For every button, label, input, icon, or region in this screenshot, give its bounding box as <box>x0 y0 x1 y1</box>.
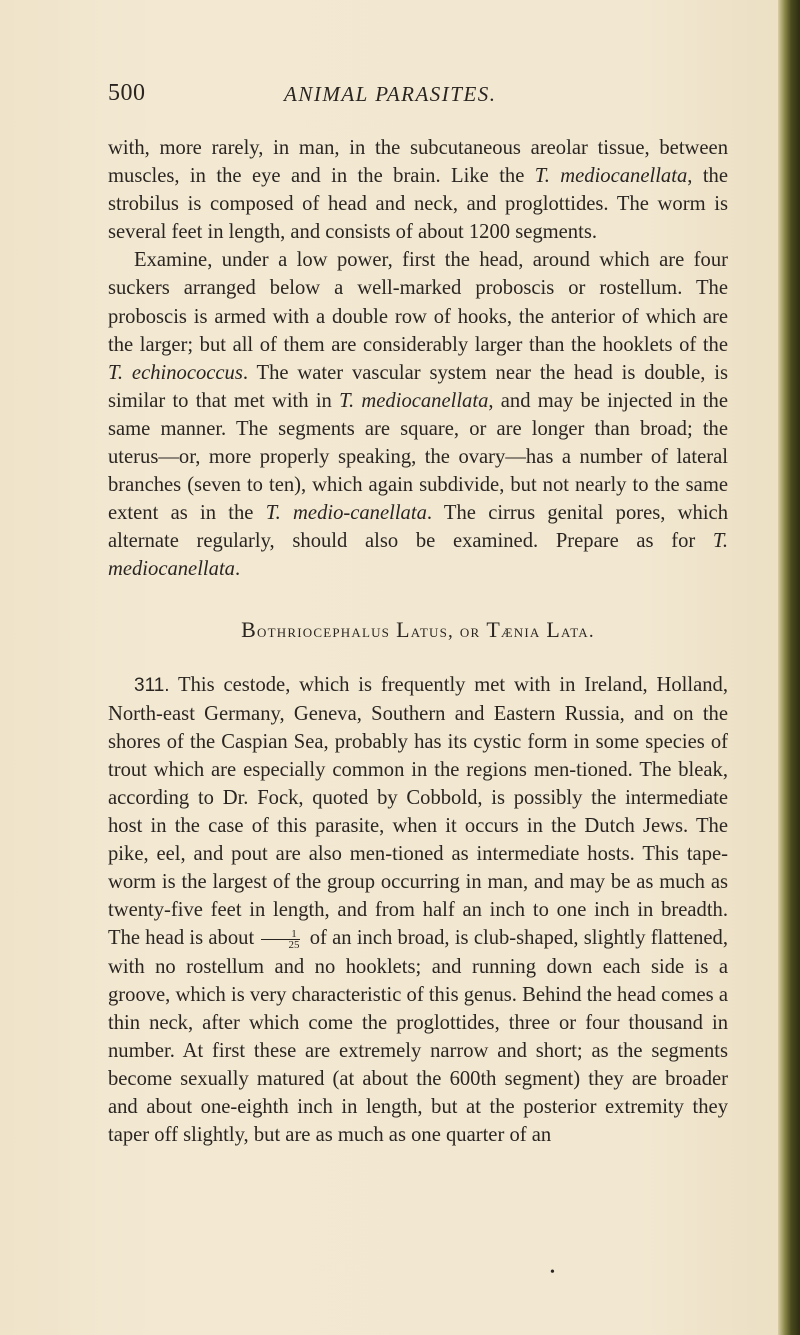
heading-cap-3: T <box>486 616 501 642</box>
p2-italic-1: T. echinococcus <box>108 361 243 384</box>
page-number: 500 <box>108 80 146 106</box>
p1-text-b: , the strobilus is composed of head and neck, and proglottides. The worm is several feet in length, and consists of about 1200 segments. <box>108 165 728 244</box>
paragraph-number: 311. <box>134 674 170 696</box>
page-edge-shadow <box>778 0 800 1335</box>
p3-text-a: This cestode, which is frequently met with in Ireland, Holland, North-east Germany, Geneva, Southern and Eastern Russia, and on the shores of the Caspian Sea, probably has its cystic form in some species of trout which are especially common in the regions men-tioned. The bleak, according to Dr. Fock, quoted by Cobbold, is possibly the intermediate host in the case of this parasite, when it occurs in the Dutch Jews. The pike, eel, and pout are also men-tioned as intermediate hosts. This tape-worm is the largest of the group occurring in man, and may be as much as twenty-five feet in length, and from half an inch to one inch in breadth. The head is about <box>108 673 728 950</box>
p2-italic-2: T. mediocanellata <box>339 389 489 412</box>
heading-word-2: atus, or <box>410 620 481 642</box>
fraction-numerator: 1 <box>261 929 300 940</box>
fraction <box>261 929 300 950</box>
paragraph-311 <box>108 671 728 1150</box>
footer-mark: • <box>550 1265 555 1280</box>
p2-text-c: , and may be injected in the same manner. The segments are square, or are longer than broad; the uterus—or, more properly speaking, the ovary—has a number of lateral branches (seven to ten), which again subdivide, but not nearly to the same extent as in the <box>108 389 728 525</box>
p1-italic-1: T. mediocanellata <box>534 165 688 188</box>
p2-text-d: . The cirrus genital pores, which alternate regularly, should also be examined. Prepare as for <box>108 502 728 553</box>
paragraph-1 <box>108 134 728 246</box>
heading-cap-4: L <box>546 616 562 642</box>
running-head <box>108 80 728 112</box>
p1-text-a: with, more rarely, in man, in the subcutaneous areolar tissue, between muscles, in the eye and in the brain. Like the <box>108 137 728 188</box>
heading-cap-1: B <box>241 616 258 642</box>
p2-text-a: Examine, under a low power, first the head, around which are four suckers arranged below a well-marked proboscis or rostellum. The proboscis is armed with a double row of hooks, the anterior of which are the larger; but all of them are considerably larger than the hooklets of the <box>108 249 728 356</box>
heading-word-4: ata. <box>561 620 595 642</box>
running-title: ANIMAL PARASITES. <box>284 82 497 106</box>
fraction-denominator: 25 <box>288 939 300 952</box>
heading-word-1: othriocephalus <box>257 620 391 642</box>
heading-word-3: ænia <box>500 620 541 642</box>
body-text <box>108 134 728 1149</box>
p3-text-b: of an inch broad, is club-shaped, slightly flattened, with no rostellum and no hooklets; and running down each side is a groove, which is very characteristic of this genus. Behind the head comes a thin neck, after which come the proglottides, three or four thousand in number. At first these are extremely narrow and short; as the segments become sexually matured (at about the 600th segment) they are broader and about one-eighth inch in length, but at the posterior extremity they taper off slightly, but are as much as one quarter of an <box>108 927 728 1147</box>
p2-text-b: . The water vascular system near the head is double, is similar to that met with in <box>108 361 728 412</box>
p2-text-e: . <box>234 558 241 581</box>
section-heading <box>108 616 728 646</box>
paragraph-2 <box>108 246 728 583</box>
p2-italic-4: T. mediocanellata <box>108 530 728 581</box>
heading-cap-2: L <box>396 616 411 642</box>
p2-italic-3: T. medio-canellata <box>265 502 427 525</box>
